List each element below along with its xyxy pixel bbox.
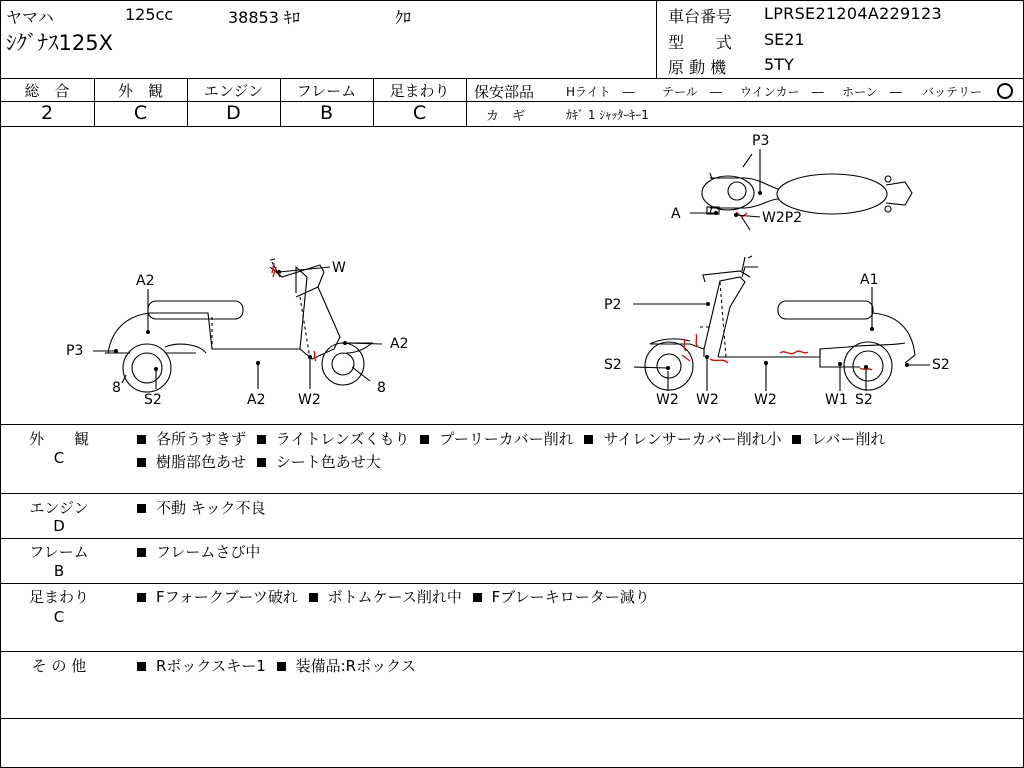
- damage-label: W2: [298, 392, 321, 408]
- key-value: ｶｷﾞ 1 ｼｬｯﾀｰｷｰ1: [566, 108, 649, 122]
- detail-grade: B: [53, 562, 65, 580]
- damage-label: S2: [604, 357, 622, 373]
- detail-item: ライトレンズくもり: [275, 430, 410, 448]
- detail-item: シート色あせ大: [275, 453, 381, 471]
- detail-category: そ の 他: [31, 657, 87, 675]
- detail-line: [135, 428, 885, 449]
- leader-lines: [93, 149, 930, 391]
- battery-ok-mark: [997, 83, 1013, 99]
- detail-category: フレーム: [29, 543, 89, 561]
- detail-item: 装備品:Rボックス: [295, 657, 416, 675]
- bullet-square: [584, 435, 593, 444]
- damage-label: A1: [860, 272, 879, 288]
- damage-label: A: [671, 206, 681, 222]
- safety-label: 保安部品: [474, 83, 535, 101]
- bullet-square: [137, 504, 146, 513]
- bullet-square: [137, 593, 146, 602]
- detail-line: [135, 655, 416, 676]
- detail-category: 足まわり: [28, 588, 89, 606]
- model-name: ｼｸﾞﾅｽ125X: [6, 31, 113, 55]
- damage-label: P2: [604, 297, 622, 313]
- safety-item: ウインカー ―: [740, 85, 824, 99]
- detail-line: [135, 586, 650, 607]
- grade-value: D: [226, 102, 241, 124]
- detail-item: サイレンサーカバー削れ小: [603, 430, 782, 448]
- bullet-square: [473, 593, 482, 602]
- bullet-square: [420, 435, 429, 444]
- damage-label: W2: [656, 392, 679, 408]
- damage-label: S2: [144, 392, 162, 408]
- rule: [0, 583, 1024, 584]
- damage-label: P3: [66, 343, 84, 359]
- engine-label: 原 動 機: [668, 58, 727, 77]
- safety-item: ホーン ―: [842, 85, 902, 99]
- detail-grade: C: [53, 449, 65, 467]
- grade-label: 総 合: [24, 82, 70, 100]
- safety-item: Hライト ―: [566, 85, 635, 99]
- bullet-square: [309, 593, 318, 602]
- grade-value: B: [319, 102, 334, 124]
- grade-label: エンジン: [203, 82, 264, 100]
- damage-label: 8: [112, 380, 121, 396]
- bullet-square: [792, 435, 801, 444]
- rule: [0, 718, 1024, 719]
- detail-item: レバー削れ: [811, 430, 886, 448]
- detail-item: 不動 キック不良: [156, 499, 266, 517]
- detail-item: Rボックスキー1: [156, 657, 266, 675]
- rule: [0, 424, 1024, 425]
- frame-no: LPRSE21204A229123: [764, 4, 942, 23]
- damage-label: A2: [247, 392, 266, 408]
- detail-item: 樹脂部色あせ: [156, 453, 247, 471]
- damage-diagram: [0, 127, 1022, 424]
- frame-no-label: 車台番号: [668, 7, 733, 26]
- damage-label: W1: [825, 392, 848, 408]
- damage-marks: [272, 212, 872, 370]
- bullet-square: [277, 662, 286, 671]
- detail-item: プーリーカバー削れ: [439, 430, 574, 448]
- type-label: 型 式: [668, 33, 733, 52]
- mileage: 38853 ｷﾛ: [228, 8, 300, 27]
- damage-label: W2: [754, 392, 777, 408]
- bullet-square: [257, 458, 266, 467]
- detail-item: Fフォークブーツ破れ: [156, 588, 298, 606]
- detail-grade: C: [53, 608, 65, 626]
- grade-label: 外 観: [117, 82, 163, 100]
- detail-grade: D: [53, 517, 65, 535]
- bullet-square: [137, 662, 146, 671]
- color: ｸﾛ: [395, 8, 412, 27]
- key-label: カ ギ: [486, 109, 526, 124]
- damage-label: A2: [390, 336, 409, 352]
- detail-category: 外 観: [28, 430, 89, 448]
- detail-item: ボトムケース削れ中: [327, 588, 462, 606]
- safety-item: テール ―: [662, 85, 722, 99]
- damage-label: 8: [377, 380, 386, 396]
- divider: [466, 78, 467, 126]
- rule: [0, 651, 1024, 652]
- displacement: 125cc: [125, 5, 174, 24]
- bullet-square: [137, 548, 146, 557]
- type-value: SE21: [764, 30, 805, 49]
- rule: [0, 538, 1024, 539]
- damage-label: A2: [136, 273, 155, 289]
- engine-value: 5TY: [764, 55, 794, 74]
- rule: [466, 101, 1024, 102]
- bullet-square: [257, 435, 266, 444]
- grade-value: C: [412, 102, 427, 124]
- detail-item: Fブレーキローター減り: [491, 588, 650, 606]
- rule: [0, 78, 1024, 79]
- damage-label: S2: [932, 357, 950, 373]
- detail-category: エンジン: [29, 499, 89, 517]
- detail-line: [135, 497, 265, 518]
- rule: [0, 493, 1024, 494]
- grade-value: 2: [40, 102, 54, 124]
- damage-label: W2: [696, 392, 719, 408]
- bullet-square: [137, 435, 146, 444]
- safety-item: バッテリー: [922, 85, 983, 99]
- maker: ヤマハ: [6, 8, 54, 27]
- grade-label: 足まわり: [389, 82, 450, 100]
- damage-label: S2: [855, 392, 873, 408]
- detail-item: フレームさび中: [156, 543, 261, 561]
- detail-item: 各所うすきず: [156, 430, 247, 448]
- grade-label: フレーム: [296, 82, 357, 100]
- damage-label: W: [332, 260, 346, 276]
- damage-label: P3: [752, 133, 770, 149]
- bullet-square: [137, 458, 146, 467]
- header-divider: [656, 0, 657, 78]
- grade-value: C: [133, 102, 148, 124]
- detail-line: [135, 451, 381, 472]
- damage-label: W2P2: [762, 210, 803, 226]
- detail-line: [135, 541, 260, 562]
- scooter-top-view: [702, 154, 912, 230]
